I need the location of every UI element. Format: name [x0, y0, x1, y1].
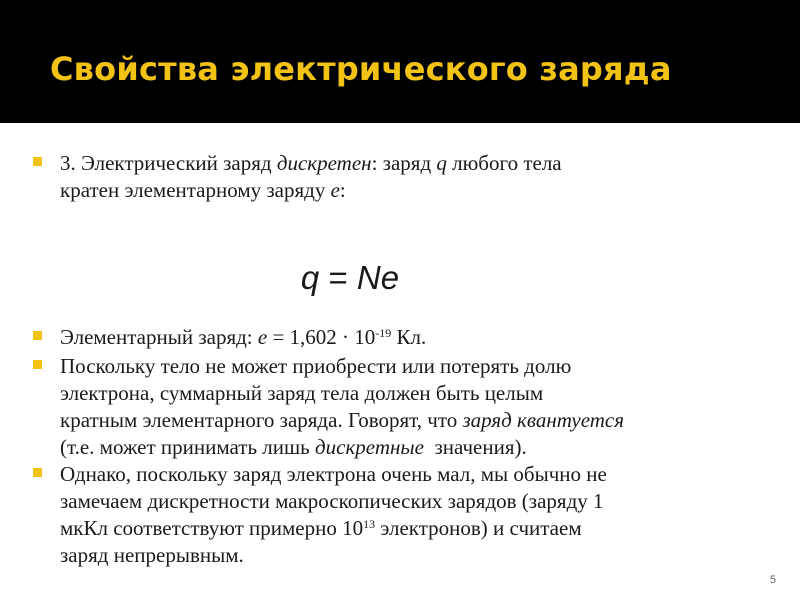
page-number: 5	[769, 574, 776, 586]
slide-title: Свойства электрического заряда	[50, 50, 672, 88]
square-bullet-icon	[33, 157, 42, 166]
bullet-item-quantization: Поскольку тело не может приобрести или потерять долю электрона, суммарный заряд тела должен быть целым кратным элементарного заряда. Говорят, что заряд квантуется (т.е. может принимать лишь дискретные значения).	[30, 353, 790, 461]
bullet-item-continuity: Однако, поскольку заряд электрона очень мал, мы обычно не замечаем дискретности макроскопических зарядов (заряду 1 мкКл соответствуют примерно $10^{13}$ электронов) и считаем заряд непрерывным.	[30, 461, 790, 569]
bullet-item-discreteness: 3. Электрический заряд дискретен: заряд q любого тела кратен элементарному заряду e:	[30, 150, 790, 204]
formula-q-equals-ne: q = Ne	[300, 259, 400, 296]
square-bullet-icon	[33, 331, 42, 340]
square-bullet-icon	[33, 360, 42, 369]
square-bullet-icon	[33, 468, 42, 477]
slide-body	[30, 150, 790, 569]
bullet-item-elementary-charge: Элементарный заряд: $e = 1,602 \cdot 10^{-19}$ Кл.	[30, 324, 790, 351]
title-bar	[0, 0, 800, 123]
